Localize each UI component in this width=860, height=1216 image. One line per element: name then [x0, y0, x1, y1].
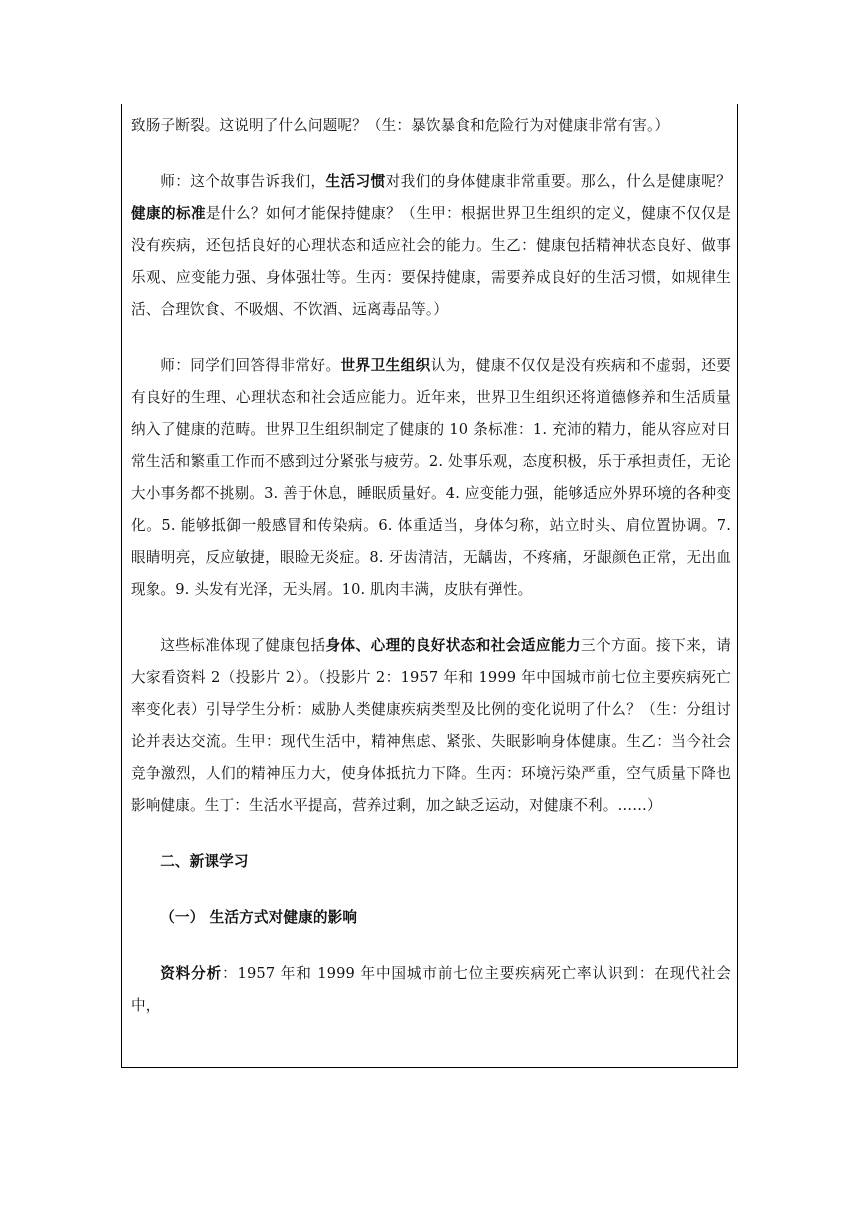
p2-bold-health-standard: 健康的标准: [131, 205, 207, 222]
paragraph-4: [131, 630, 731, 822]
p3-text-a: 师：同学们回答得非常好。: [160, 357, 341, 374]
paragraph-1: [131, 110, 731, 142]
p5-text-b: ：1957 年和 1999 年中国城市前七位主要疾病死亡率认识到：在现代社会中，: [131, 965, 731, 1014]
document-body: [131, 110, 731, 1022]
paragraph-2: [131, 166, 731, 326]
paragraph-3: [131, 350, 731, 606]
p5-bold-data-analysis: 资料分析: [160, 965, 223, 982]
p4-text-c: 三个方面。接下来，请大家看资料 2（投影片 2）。（投影片 2：1957 年和 1999 年中国城市前七位主要疾病死亡率变化表）引导学生分析：威胁人类健康疾病类型及比例的变化说明了什么？（生：分组讨论并表达交流。生甲：现代生活中，精神焦虑、紧张、失眠影响身体健康。生乙：当今社会竞争激烈，人们的精神压力大，使身体抵抗力下降。生丙：环境污染严重，空气质量下降也影响健康。生丁：生活水平提高，营养过剩，加之缺乏运动，对健康不利。……）: [131, 637, 731, 814]
p4-text-a: 这些标准体现了健康包括: [160, 637, 326, 654]
p3-text-c: 认为，健康不仅仅是没有疾病和不虚弱，还要有良好的生理、心理状态和社会适应能力。近年来，世界卫生组织还将道德修养和生活质量纳入了健康的范畴。世界卫生组织制定了健康的 10 条标准：1. 充沛的精力，能从容应对日常生活和繁重工作而不感到过分紧张与疲劳。2. 处事乐观，态度积极，乐于承担责任，无论大小事务都不挑剔。3. 善于休息，睡眠质量好。4. 应变能力强，能够适应外界环境的各种变化。5. 能够抵御一般感冒和传染病。6. 体重适当，身体匀称，站立时头、肩位置协调。7. 眼睛明亮，反应敏捷，眼睑无炎症。8. 牙齿清洁，无龋齿，不疼痛，牙龈颜色正常，无出血现象。9. 头发有光泽，无头屑。10. 肌肉丰满，皮肤有弹性。: [131, 357, 731, 598]
p2-text-c: 对我们的身体健康非常重要。那么，什么是健康呢？: [385, 173, 732, 190]
p2-text-a: 师：这个故事告诉我们，: [160, 173, 326, 190]
paragraph-5: [131, 958, 731, 1022]
p4-bold-aspects: 身体、心理的良好状态和社会适应能力: [325, 637, 581, 654]
p3-bold-who: 世界卫生组织: [340, 357, 431, 374]
subsection-heading-lifestyle: （一） 生活方式对健康的影响: [160, 909, 358, 926]
section-heading-new-lesson: 二、新课学习: [160, 853, 249, 870]
p2-bold-lifestyle: 生活习惯: [325, 173, 386, 190]
paragraph-1-text: 致肠子断裂。这说明了什么问题呢？（生：暴饮暴食和危险行为对健康非常有害。）: [131, 117, 670, 134]
p2-text-e: 是什么？如何才能保持健康？（生甲：根据世界卫生组织的定义，健康不仅仅是没有疾病，还包括良好的心理状态和适应社会的能力。生乙：健康包括精神状态良好、做事乐观、应变能力强、身体强壮等。生丙：要保持健康，需要养成良好的生活习惯，如规律生活、合理饮食、不吸烟、不饮酒、远离毒品等。）: [131, 205, 731, 318]
